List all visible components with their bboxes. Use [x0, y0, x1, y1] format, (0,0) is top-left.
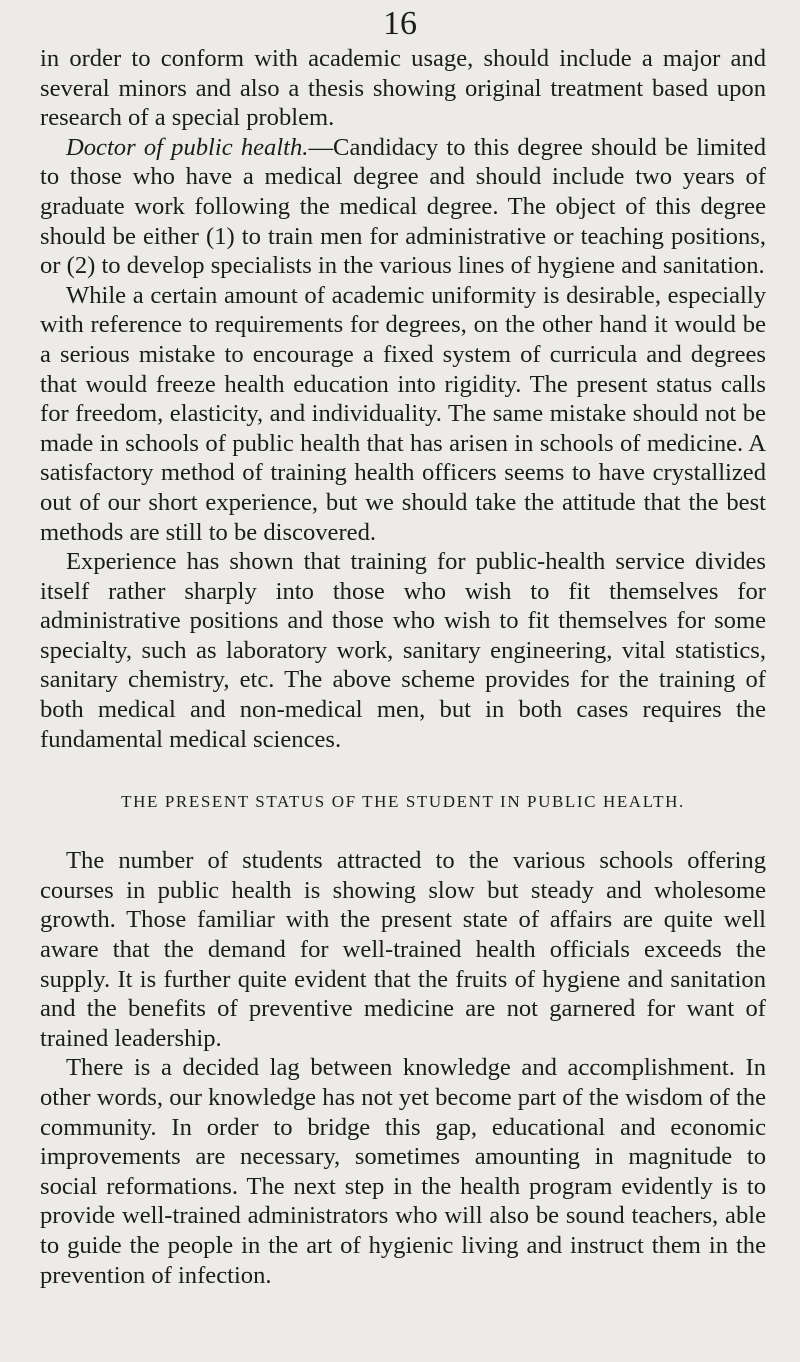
paragraph-text: Experience has shown that training for public-health service divides itself rather sharply into those who wish to fit themselves for administrative positions and those who wish to fit themselves for some specialty, such as laboratory work, sanitary engineering, vital statistics, sanitary chemistry, etc. The above scheme provides for the training of both medical and non-medical men, but in both cases requires the fundamental medical sciences. [40, 548, 766, 753]
paragraph-uniformity [40, 281, 766, 547]
paragraph-doctor-public-health [40, 133, 766, 281]
paragraph-continuation [40, 44, 766, 133]
paragraph-student-numbers [40, 846, 766, 1053]
paragraph-text: in order to conform with academic usage, should include a major and several minors and also a thesis showing original treatment based upon research of a special problem. [40, 45, 766, 132]
page-number: 16 [383, 5, 417, 42]
paragraph-text: While a certain amount of academic uniformity is desirable, especially with reference to requirements for degrees, on the other hand it would be a serious mistake to encourage a fixed system of curricula and degrees that would freeze health education into rigidity. The present status calls for freedom, elasticity, and individuality. The same mistake should not be made in schools of public health that has arisen in schools of medicine. A satisfactory method of training health officers seems to have crystallized out of our short experience, but we should take the attitude that the best methods are still to be discovered. [40, 281, 766, 546]
paragraph-lead-italic: Doctor of public health. [66, 133, 309, 161]
paragraph-text: —Candidacy to this degree should be limited to those who have a medical degree and should include two years of graduate work following the medical degree. The object of this degree should be either (1) to train men for administrative or teaching positions, or (2) to develop specialists in the various lines of hygiene and sanitation. [40, 133, 766, 280]
paragraph-text: There is a decided lag between knowledge and accomplishment. In other words, our knowledge has not yet become part of the wisdom of the community. In order to bridge this gap, educational and economic improvements are necessary, sometimes amounting in magnitude to social reformations. The next step in the health program evidently is to provide well-trained administrators who will also be sound teachers, able to guide the people in the art of hygienic living and instruct them in the prevention of infection. [40, 1054, 766, 1289]
paragraph-experience [40, 547, 766, 754]
paragraph-text: The number of students attracted to the various schools offering courses in public health is showing slow but steady and wholesome growth. Those familiar with the present state of affairs are quite well aware that the demand for well-trained health officials exceeds the supply. It is further quite evident that the fruits of hygiene and sanitation and the benefits of preventive medicine are not garnered for want of trained leadership. [40, 847, 766, 1052]
body-text [40, 44, 766, 1290]
section-heading: THE PRESENT STATUS OF THE STUDENT IN PUBLIC HEALTH. [121, 792, 685, 812]
paragraph-knowledge-lag [40, 1053, 766, 1290]
